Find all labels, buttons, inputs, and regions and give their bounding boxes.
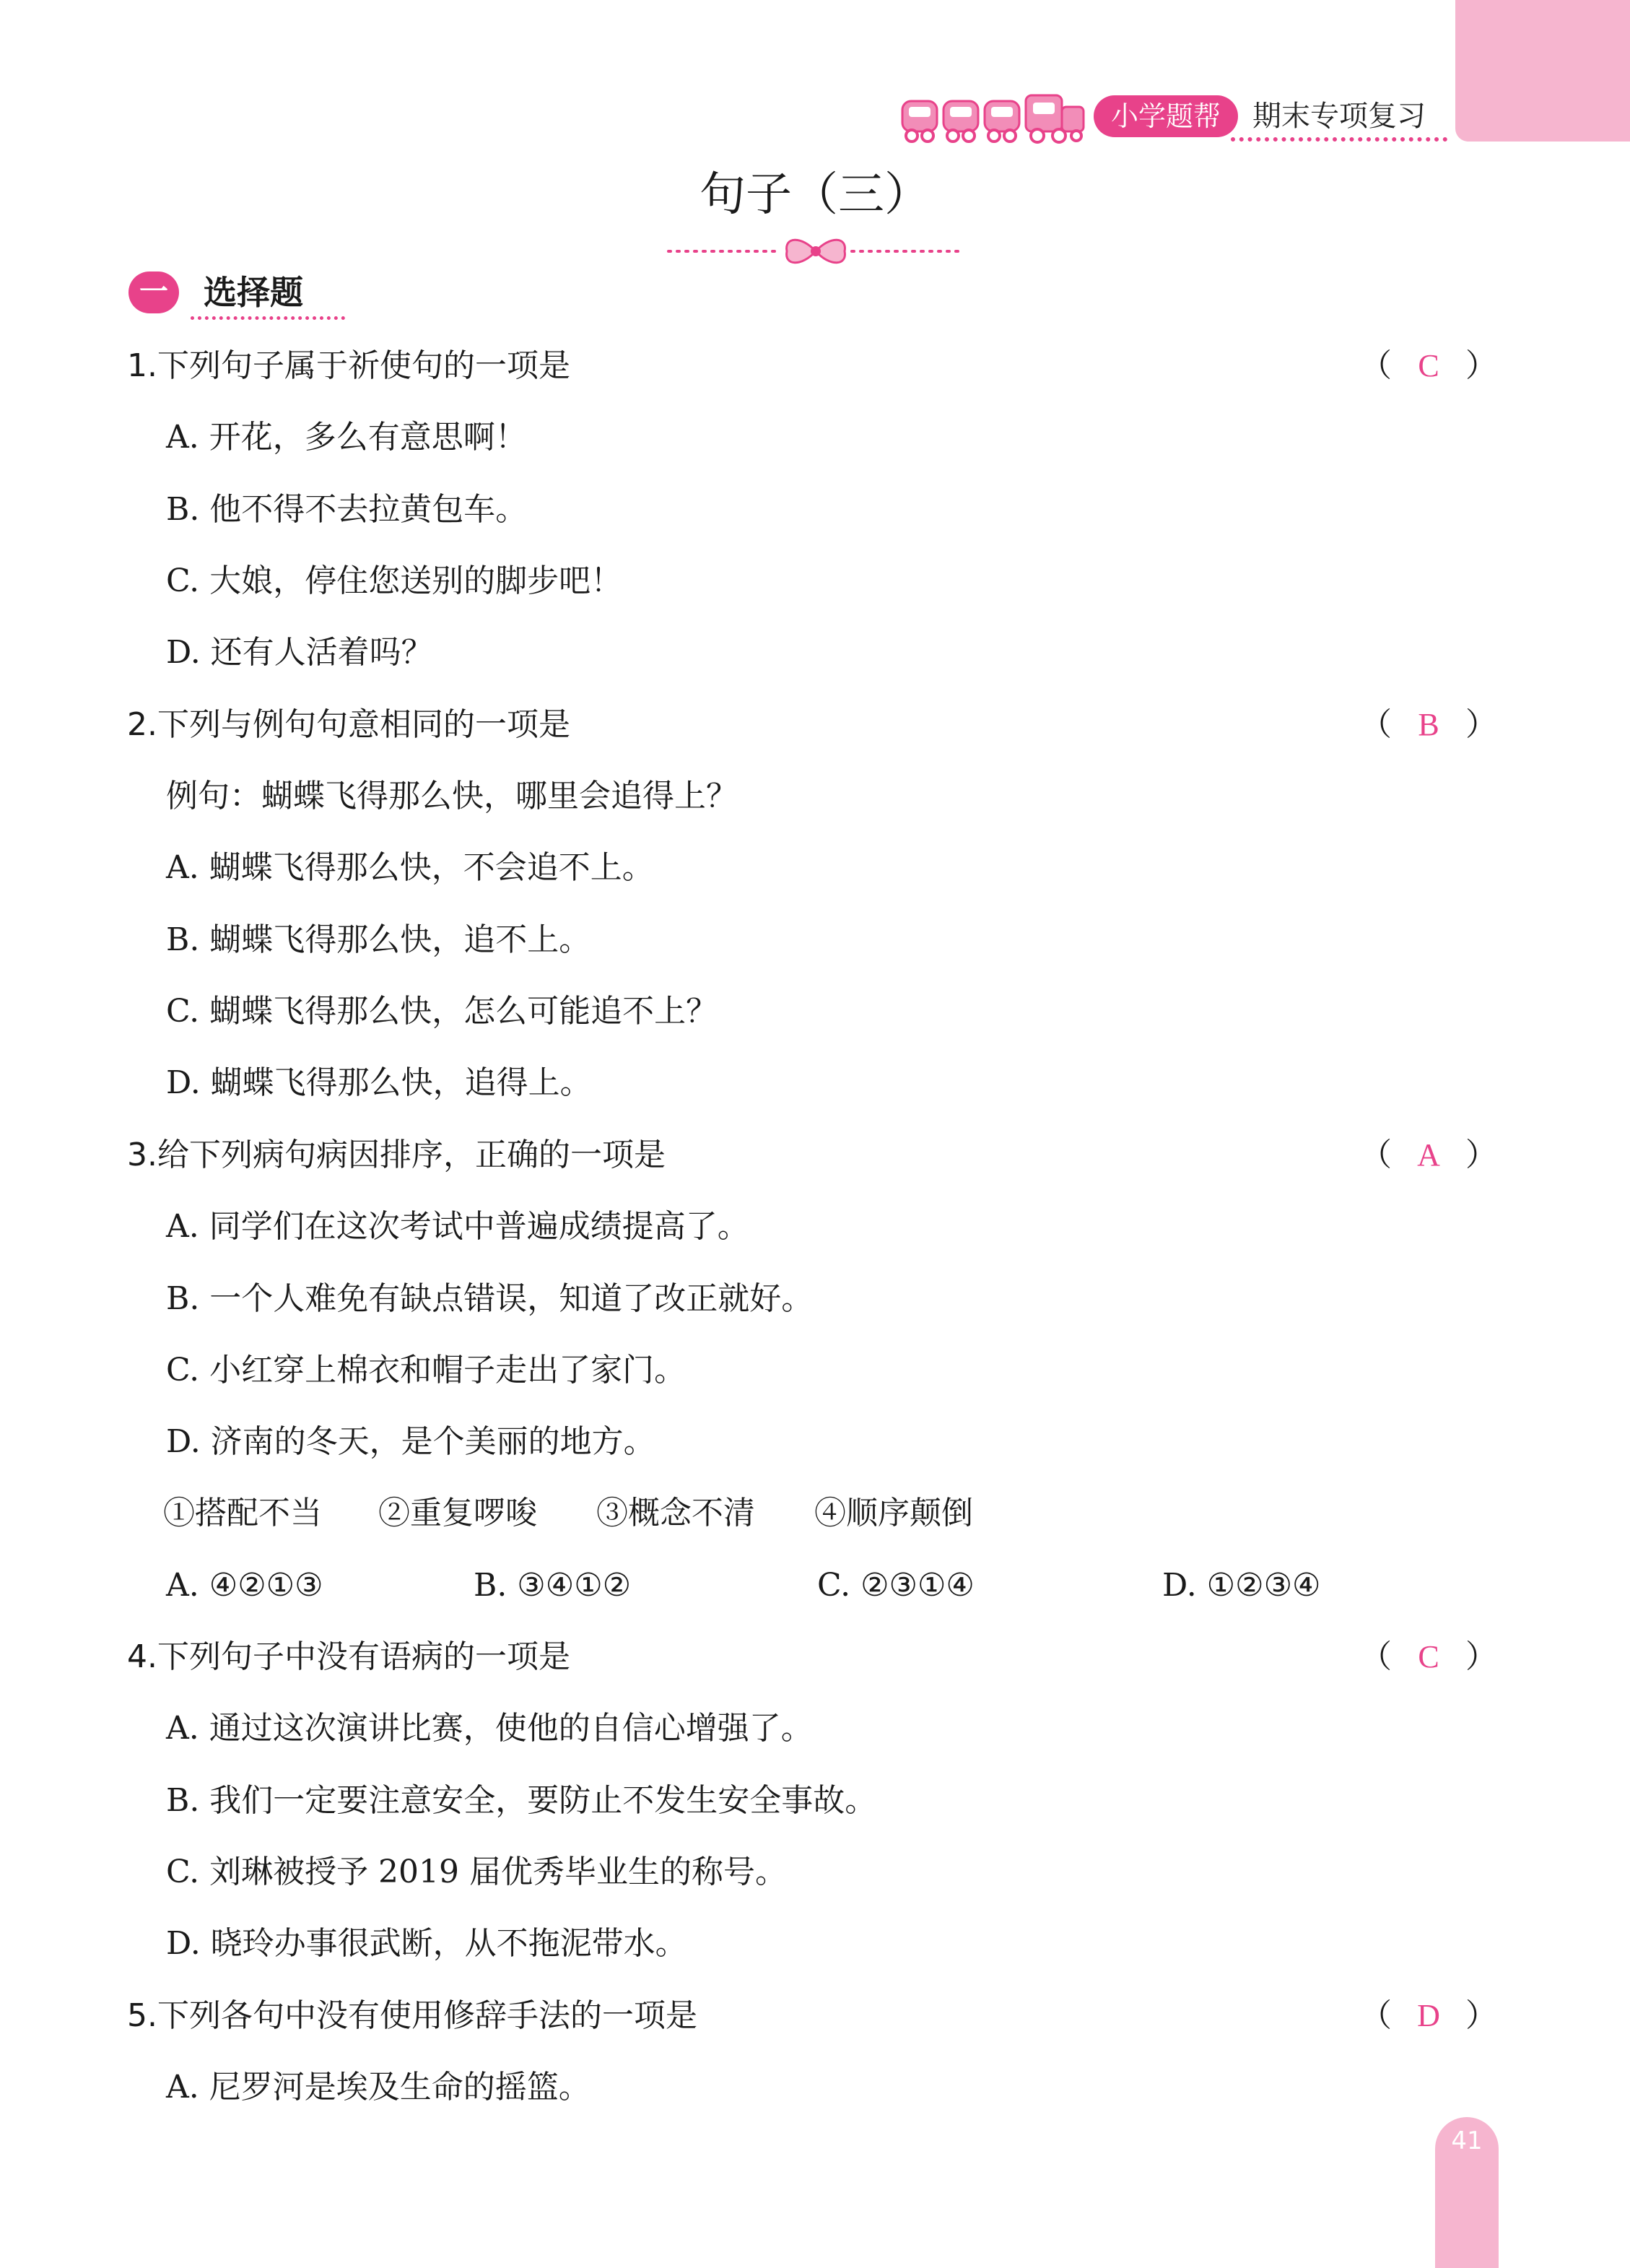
choice-3d: D. ①②③④ <box>1162 1567 1321 1604</box>
header <box>899 88 1447 146</box>
answer-box-5: （ D ） <box>1360 1994 1497 2038</box>
cause-1: ①搭配不当 <box>163 1495 322 1531</box>
option-2a: A. 蝴蝶飞得那么快，不会追不上。 <box>166 849 654 886</box>
question-4: 4.下列句子中没有语病的一项是 <box>127 1638 570 1675</box>
example-sentence: 例句：蝴蝶飞得那么快，哪里会追得上？ <box>166 778 738 814</box>
corner-tab <box>1455 0 1630 142</box>
page-number: 41 <box>1451 2126 1483 2155</box>
answer-2: B <box>1418 707 1439 742</box>
cause-4: ④顺序颠倒 <box>814 1495 973 1531</box>
section-heading <box>128 269 359 319</box>
choice-3b: B. ③④①② <box>474 1567 632 1604</box>
answer-box-2: （ B ） <box>1360 703 1497 747</box>
option-1b: B. 他不得不去拉黄包车。 <box>166 491 528 528</box>
question-2: 2.下列与例句句意相同的一项是 <box>127 706 570 743</box>
page-title: 句子（三） <box>699 168 931 222</box>
choice-3a: A. ④②①③ <box>166 1567 323 1604</box>
option-2b: B. 蝴蝶飞得那么快，追不上。 <box>166 921 591 958</box>
option-3b: B. 一个人难免有缺点错误，知道了改正就好。 <box>166 1280 814 1317</box>
bow-icon <box>664 231 967 271</box>
option-5a: A. 尼罗河是埃及生命的摇篮。 <box>166 2069 590 2106</box>
option-4d: D. 晓玲办事很武断，从不拖泥带水。 <box>166 1925 687 1962</box>
option-2c: C. 蝴蝶飞得那么快，怎么可能追不上？ <box>166 993 718 1030</box>
answer-box-4: （ C ） <box>1360 1635 1497 1679</box>
option-4b: B. 我们一定要注意安全，要防止不发生安全事故。 <box>166 1782 877 1819</box>
option-1a: A. 开花，多么有意思啊！ <box>166 419 527 456</box>
option-1c: C. 大娘，停住您送别的脚步吧！ <box>166 562 623 599</box>
question-5: 5.下列各句中没有使用修辞手法的一项是 <box>127 1997 697 2034</box>
cause-2: ②重复啰唆 <box>378 1495 537 1531</box>
option-4a: A. 通过这次演讲比赛，使他的自信心增强了。 <box>166 1710 813 1747</box>
question-3: 3.给下列病句病因排序，正确的一项是 <box>127 1137 666 1173</box>
answer-4: C <box>1418 1639 1439 1674</box>
answer-box-1: （ C ） <box>1360 344 1497 388</box>
section-underline <box>191 316 345 320</box>
answer-1: C <box>1418 348 1439 383</box>
option-1d: D. 还有人活着吗？ <box>166 634 433 671</box>
question-1: 1.下列句子属于祈使句的一项是 <box>127 347 570 384</box>
cause-3: ③概念不清 <box>596 1495 755 1531</box>
option-3c: C. 小红穿上棉衣和帽子走出了家门。 <box>166 1352 687 1389</box>
section-title: 选择题 <box>204 273 303 312</box>
option-2d: D. 蝴蝶飞得那么快，追得上。 <box>166 1064 592 1101</box>
answer-box-3: （ A ） <box>1360 1134 1497 1177</box>
option-3a: A. 同学们在这次考试中普遍成绩提高了。 <box>166 1208 749 1245</box>
choice-3c: C. ②③①④ <box>817 1567 975 1604</box>
answer-3: A <box>1417 1137 1440 1173</box>
header-title: 期末专项复习 <box>1252 100 1426 133</box>
page-number-tab <box>1435 2117 1499 2268</box>
series-badge: 小学题帮 <box>1094 95 1238 137</box>
answer-5: D <box>1417 1998 1440 2033</box>
option-4c: C. 刘琳被授予 2019 届优秀毕业生的称号。 <box>166 1854 788 1890</box>
header-divider <box>1231 137 1447 142</box>
section-number: 一 <box>128 271 179 313</box>
option-3d: D. 济南的冬天，是个美丽的地方。 <box>166 1423 655 1460</box>
train-icon <box>899 88 1086 146</box>
